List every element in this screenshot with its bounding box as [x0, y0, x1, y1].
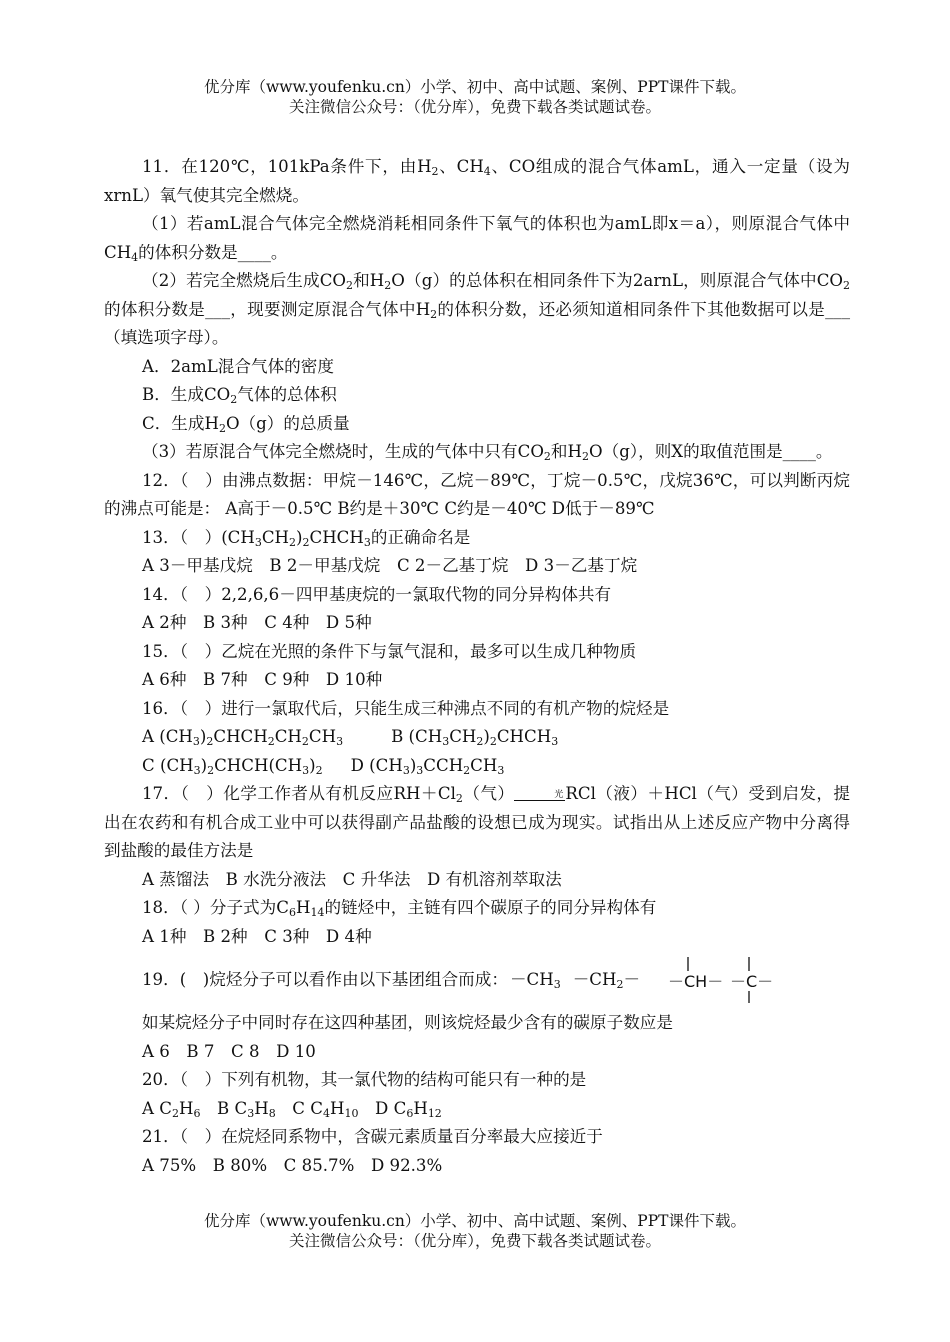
q15-options: A 6种 B 7种 C 9种 D 10种 — [142, 670, 383, 689]
q11-stem: 11．在120℃，101kPa条件下，由$H_2$、$CH_4$、CO组成的混合气体amL，通入一定量（设为xrnL）氧气使其完全燃烧。 — [104, 157, 850, 205]
q14-stem: 14．（ ）2,2,6,6－四甲基庚烷的一氯取代物的同分异构体共有 — [142, 584, 612, 604]
q12-text: 12．（ ）由沸点数据：甲烷－146℃，乙烷－89℃，丁烷－0.5℃，戊烷36℃，可以判断丙烷的沸点可能是： A高于－0.5℃ B约是＋30℃ C约是－40℃ D低于－89℃ — [104, 470, 850, 518]
ch-group: －CH－ — [668, 972, 724, 991]
q19-stem: 19．( )烷烃分子可以看作由以下基团组合而成： $-CH_3$ $-CH_2-$ －CH－ －C－ — [104, 951, 850, 1009]
q11-option-b: B．生成$CO_2$气体的总体积 — [142, 385, 337, 406]
c-group: －C－ — [730, 972, 774, 991]
q13-stem: 13．（ ）$(CH_3CH_2)_2CHCH_3$的正确命名是 — [142, 527, 471, 549]
q21-stem: 21．（ ）在烷烃同系物中，含碳元素质量百分率最大应接近于 — [142, 1127, 603, 1146]
q20-stem: 20．（ ）下列有机物，其一氯代物的结构可能只有一种的是 — [142, 1070, 587, 1089]
q14-options: A 2种 B 3种 C 4种 D 5种 — [142, 613, 372, 632]
q11-part3: （3）若原混合气体完全燃烧时，生成的气体中只有$CO_2$和$H_2O(g)$，则X的取值范围是____。 — [142, 442, 833, 463]
q18-stem: 18．（ ）分子式为$C_6H_{14}$的链烃中，主链有四个碳原子的同分异构体有 — [142, 898, 657, 919]
header-line-1: 优分库（www.youfenku.cn）小学、初中、高中试题、案例、PPT课件下载。 — [203, 78, 747, 96]
document-body — [104, 153, 850, 1180]
q13-options: A 3－甲基戊烷 B 2－甲基戊烷 C 2－乙基丁烷 D 3－乙基丁烷 — [142, 556, 638, 575]
q18-options: A 1种 B 2种 C 3种 D 4种 — [142, 926, 372, 946]
q11-option-a: A．2amL混合气体的密度 — [142, 356, 334, 376]
q16-options-cd: C $(CH_3)_2CHCH(CH_3)_2$ D $(CH_3)_3CCH_2CH_3$ — [142, 755, 505, 777]
q11-option-c: C．生成$H_2O(g)$的总质量 — [142, 413, 350, 435]
q15-stem: 15．（ ）乙烷在光照的条件下与氯气混和，最多可以生成几种物质 — [142, 641, 637, 661]
q11-part1: （1）若amL混合气体完全燃烧消耗相同条件下氧气的体积也为amL即x＝a），则原混合气体中$CH_4$的体积分数是____。 — [104, 214, 850, 264]
q20-options: A $C_2H_6$ B $C_3H_8$ C $C_4H_{10}$ D $C_6H_{12}$ — [142, 1098, 442, 1120]
footer-line-2: 关注微信公众号：（优分库），免费下载各类试题试卷。 — [288, 1232, 661, 1250]
branched-groups-structure — [648, 953, 774, 1007]
q16-stem: 16．（ ）进行一氯取代后，只能生成三种沸点不同的有机产物的烷烃是 — [142, 698, 670, 718]
q21-options: A 75% B 80% C 85.7% D 92.3% — [142, 1155, 443, 1175]
page-footer — [0, 1211, 950, 1251]
light-arrow: 光 — [514, 790, 565, 801]
header-line-2: 关注微信公众号：（优分库），免费下载各类试题试卷。 — [288, 98, 661, 116]
q11-part2: （2）若完全燃烧后生成$CO_2$和$H_2O(g)$的总体积在相同条件下为2arnL，则原混合气体中$CO_2$的体积分数是___，现要测定原混合气体中$H_2$的体积分数，还必须知道相同条件下其他数据可以是___（填选项字母）。 — [104, 271, 850, 347]
footer-line-1: 优分库（www.youfenku.cn）小学、初中、高中试题、案例、PPT课件下载。 — [203, 1212, 747, 1230]
q16-options-ab: A $(CH_3)_2CHCH_2CH_2CH_3$ B $(CH_3CH_2)_2CHCH_3$ — [142, 727, 559, 748]
page-header — [0, 77, 950, 117]
q17-options: A 蒸馏法 B 水洗分液法 C 升华法 D 有机溶剂萃取法 — [142, 869, 562, 889]
q19-follow: 如某烷烃分子中同时存在这四种基团，则该烷烃最少含有的碳原子数应是 — [142, 1013, 673, 1032]
q19-options: A 6 B 7 C 8 D 10 — [142, 1041, 316, 1061]
q17-text: 17．（ ）化学工作者从有机反应$RH+Cl_2$（气） 光 RCl（液）＋HCl（气）受到启发，提出在农药和有机合成工业中可以获得副产品盐酸的设想已成为现实。试指出从上述反应产物中分离得到盐酸的最佳方法是 — [104, 784, 850, 860]
